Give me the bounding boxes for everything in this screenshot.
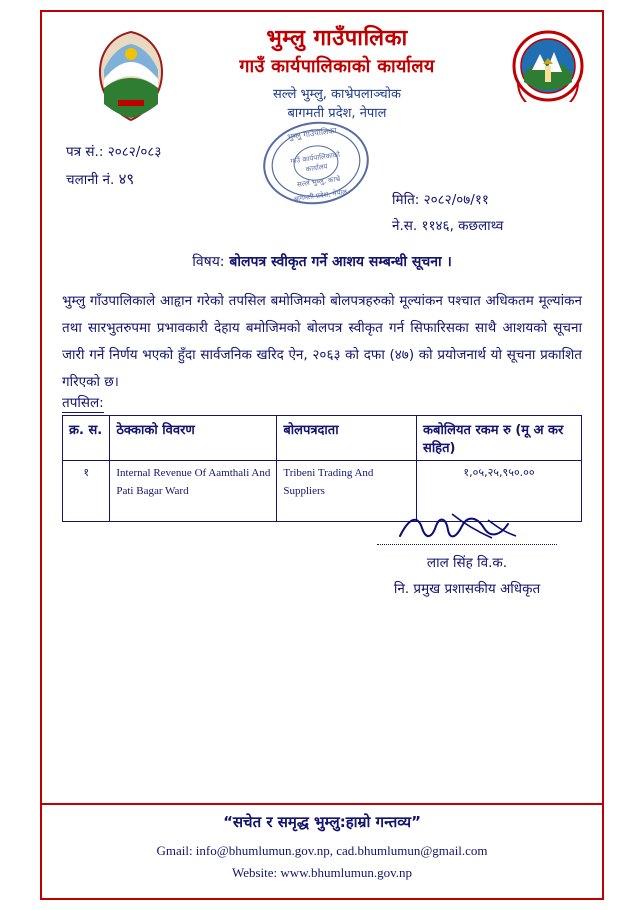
column-header-amount: कबोलियत रकम रु (मू अ कर सहित) xyxy=(417,416,582,461)
patra-number-line xyxy=(66,140,161,166)
page-border-right xyxy=(602,10,604,900)
cell-bidder: Tribeni Trading And Suppliers xyxy=(277,461,417,522)
cell-description: Internal Revenue Of Aamthali And Pati Bagar Ward xyxy=(110,461,277,522)
footer-slogan: “सचेत र समृद्ध भुम्लु:हाम्रो गन्तव्य” xyxy=(223,812,421,831)
miti-line xyxy=(392,188,582,214)
chalani-number-value: ४९ xyxy=(118,171,135,188)
subject-line xyxy=(0,252,644,271)
miti-value: २०८२/०७/११ xyxy=(423,192,489,208)
letterhead-text xyxy=(170,24,504,124)
date-block xyxy=(392,188,582,239)
organization-subtitle: गाउँ कार्यपालिकाको कार्यालय xyxy=(239,55,435,77)
svg-text:भुम्लु गाउँपालिका: भुम्लु गाउँपालिका xyxy=(286,125,338,142)
column-header-sn: क्र. स. xyxy=(63,416,110,461)
cell-amount: १,०५,२५,९५०.०० xyxy=(417,461,582,522)
reference-block xyxy=(66,140,161,194)
page-border-left xyxy=(40,10,42,900)
column-header-bidder: बोलपत्रदाता xyxy=(277,416,417,461)
office-round-seal-icon xyxy=(258,118,374,208)
body-paragraph: भुम्लु गाँउपालिकाले आहृान गरेको तपसिल बमोजिमको बोलपत्रहरुको मूल्यांकन पश्चात अधिकतम मूल्यांकन तथा सारभुतरुपमा प्रभावकारी देहाय बमोजिमको बोलपत्र स्वीकृत गर्न सिफारिसका साथै आशयको सूचना जारी गर्ने निर्णय भएको हुँदा सार्वजनिक खरिद ऐन, २०६३ को दफा (४७) को प्रयोजनार्थ यो सूचना प्रकाशित गरिएको छ। xyxy=(62,293,582,390)
svg-text:गाउँ कार्यपालिकाको: गाउँ कार्यपालिकाको xyxy=(290,150,341,166)
patra-number-label: पत्र सं.: xyxy=(66,144,104,160)
page-border-bottom xyxy=(40,898,604,900)
subject-text: बोलपत्र स्वीकृत गर्ने आशय सम्बन्धी सूचना । xyxy=(229,254,452,270)
nepal-sambat-line xyxy=(392,214,582,240)
organization-address-line2: बागमती प्रदेश, नेपाल xyxy=(287,106,387,122)
footer-email: Gmail: info@bhumlumun.gov.np, cad.bhumlumun@gmail.com xyxy=(156,842,488,858)
svg-text:बागमती प्रदेश, नेपाल: बागमती प्रदेश, नेपाल xyxy=(293,188,348,204)
svg-text:कार्यालय: कार्यालय xyxy=(305,162,329,174)
municipality-logo-icon xyxy=(512,30,584,102)
signatory-designation: नि. प्रमुख प्रशासकीय अधिकृत xyxy=(393,580,541,597)
miti-label: मिति: xyxy=(392,192,420,208)
tapasil-label: तपसिल: xyxy=(62,395,104,411)
footer xyxy=(0,812,644,884)
signature-block xyxy=(352,510,582,602)
footer-website: Website: www.bhumlumun.gov.np xyxy=(232,864,412,880)
nepal-sambat-value: ११४६, कछलाथ्व xyxy=(421,217,504,234)
subject-label: विषय: xyxy=(192,254,225,270)
chalani-number-label: चलानी नं. xyxy=(66,171,115,188)
chalani-number-line xyxy=(66,166,161,195)
patra-number-value: २०८२/०८३ xyxy=(107,144,162,160)
table-header-row xyxy=(63,416,582,461)
nepal-sambat-label: ने.स. xyxy=(392,217,418,234)
signature-dotted-line xyxy=(377,544,557,545)
handwritten-signature-icon xyxy=(352,510,582,542)
footer-divider xyxy=(40,803,604,805)
svg-text:सल्ले भुम्लु, काभ्रे: सल्ले भुम्लु, काभ्रे xyxy=(296,174,341,189)
signatory-name: लाल सिंह वि.क. xyxy=(426,555,508,571)
bid-details-table xyxy=(62,415,582,522)
organization-title: भुम्लु गाउँपालिका xyxy=(266,26,408,51)
nepal-emblem-icon xyxy=(92,30,170,122)
organization-address-line1: सल्ले भुम्लु, काभ्रेपलाञ्चोक xyxy=(272,86,402,102)
column-header-description: ठेक्काको विवरण xyxy=(110,416,277,461)
page-border-top xyxy=(40,10,604,12)
cell-sn: १ xyxy=(63,461,110,522)
